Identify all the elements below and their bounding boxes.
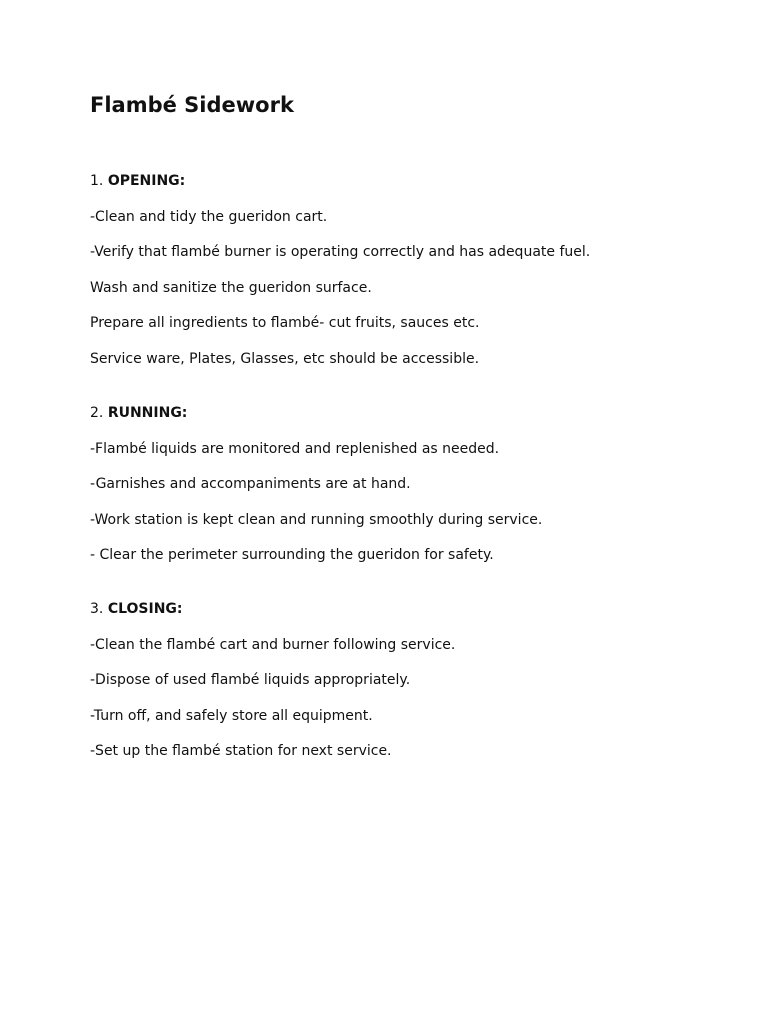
section-number: 3. xyxy=(90,601,104,617)
section-running xyxy=(90,403,730,565)
section-number: 1. xyxy=(90,173,104,189)
task-item: -Clean the flambé cart and burner following service. xyxy=(90,636,456,653)
section-heading-running xyxy=(90,403,730,423)
task-item: -Dispose of used flambé liquids appropriately. xyxy=(90,672,411,689)
section-closing xyxy=(90,599,730,761)
section-label: CLOSING: xyxy=(107,601,183,617)
section-heading-closing xyxy=(90,599,730,619)
task-item: Prepare all ingredients to flambé- cut fruits, sauces etc. xyxy=(90,315,480,332)
task-item: -Set up the flambé station for next service. xyxy=(90,743,392,760)
task-item: -Turn off, and safely store all equipment. xyxy=(90,707,373,724)
task-item: -Garnishes and accompaniments are at hand. xyxy=(90,476,411,493)
section-opening xyxy=(90,171,730,369)
closing-task-list xyxy=(90,635,730,762)
page-title: Flambé Sidework xyxy=(90,93,294,117)
section-heading-opening xyxy=(90,171,730,191)
task-item: Service ware, Plates, Glasses, etc should be accessible. xyxy=(90,350,480,367)
task-item: - Clear the perimeter surrounding the gueridon for safety. xyxy=(90,547,494,564)
task-item: Wash and sanitize the gueridon surface. xyxy=(90,279,372,296)
section-number: 2. xyxy=(90,405,104,421)
task-item: -Work station is kept clean and running smoothly during service. xyxy=(90,511,543,528)
section-label: RUNNING: xyxy=(107,405,188,421)
running-task-list xyxy=(90,439,730,566)
task-item: -Flambé liquids are monitored and replenished as needed. xyxy=(90,440,500,457)
task-item: -Verify that flambé burner is operating correctly and has adequate fuel. xyxy=(90,244,591,261)
opening-task-list xyxy=(90,207,730,369)
section-label: OPENING: xyxy=(107,173,186,189)
task-item: -Clean and tidy the gueridon cart. xyxy=(90,208,328,225)
